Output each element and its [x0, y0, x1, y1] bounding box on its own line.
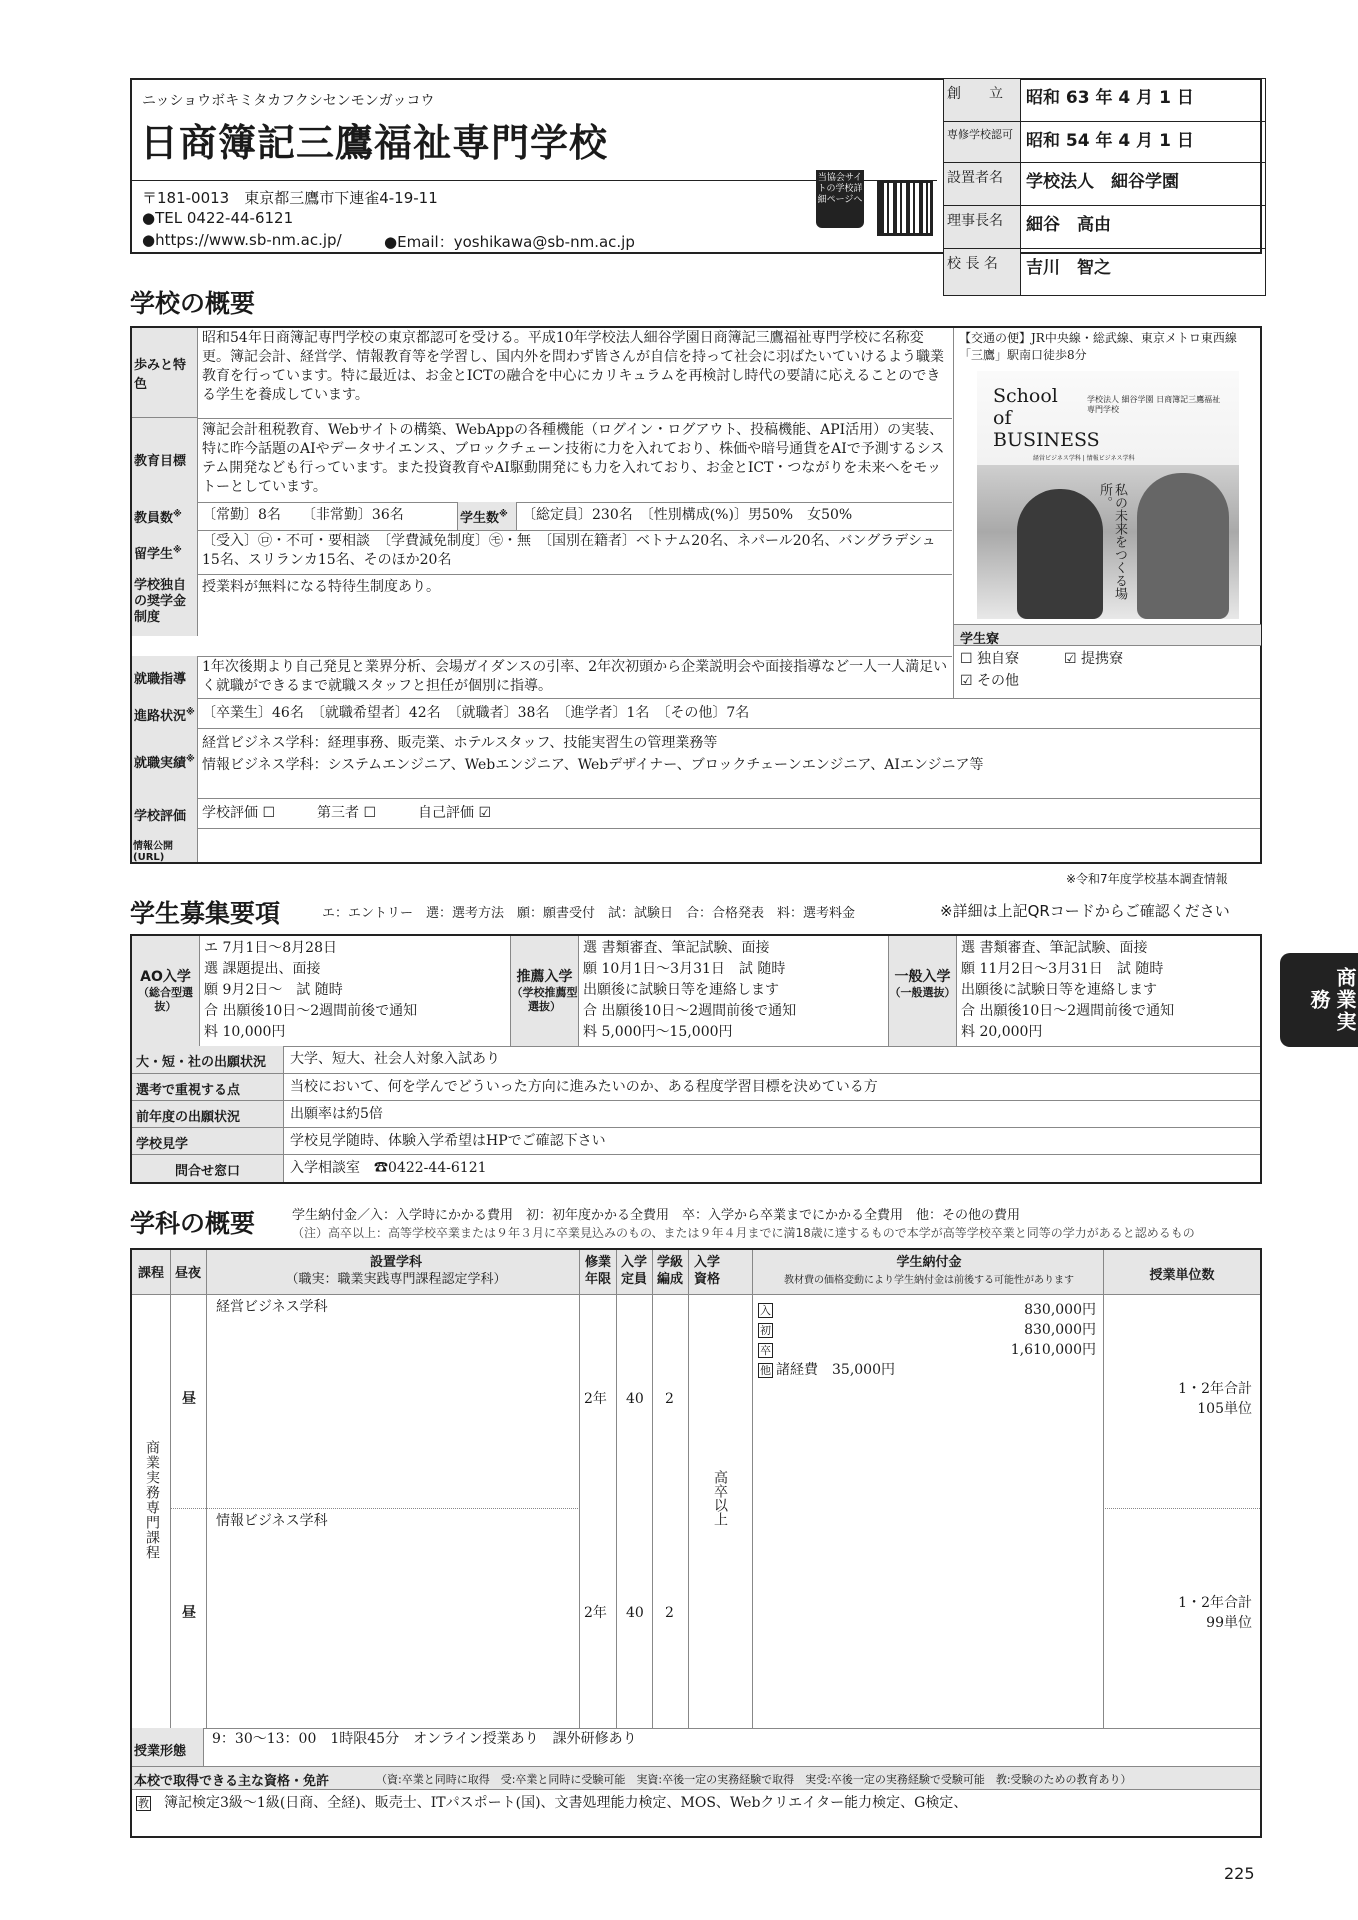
method-line: 出願後に試験日等を連絡します: [583, 982, 779, 998]
fee-legend: 学生納付金／入：入学時にかかる費用 初：初年度かかる全費用 卒：入学から卒業までにかかる全費用 他：その他の費用: [292, 1208, 1021, 1223]
dorm-partner: ☑ 提携寮: [1064, 651, 1124, 667]
recruit-row-label: 学校見学: [132, 1128, 284, 1155]
col-capacity: 入学定員: [620, 1255, 647, 1287]
path-label: 進路状況※: [132, 698, 198, 728]
info-row: [944, 79, 1266, 122]
col-qual: 入学資格: [693, 1255, 720, 1287]
fee-row: [758, 1300, 1096, 1320]
job-value: 1年次後期より自己発見と業界分析、会場ガイダンスの引率、2年次初頭から企業説明会や面接指導など一人一人満足いく就職ができるまで就職スタッフと担任が個別に指導。: [202, 659, 948, 694]
info-row: [944, 249, 1266, 296]
fee-key: 入: [760, 1304, 771, 1317]
recruit-row-value: 大学、短大、社会人対象入試あり: [290, 1051, 500, 1067]
course-name: 商業実務専門課程: [144, 1440, 160, 1560]
qual-value: 高卒以上: [712, 1470, 728, 1526]
recruit-row: [132, 1154, 1260, 1182]
record-label: 就職実績※: [132, 728, 198, 798]
form-label: 授業形態: [132, 1728, 204, 1766]
qr-badge: 当協会サイトの学校詳細ページへ: [816, 170, 864, 228]
intl-label: 留学生※: [132, 530, 198, 574]
method-line: 料 5,000円〜15,000円: [583, 1024, 733, 1040]
program-credit-1: 1・2年合計: [1178, 1595, 1252, 1611]
method-sub: （総合型選抜）: [138, 986, 193, 1013]
method-line: 合 出願後10日〜2週間前後で通知: [583, 1003, 797, 1019]
job-label: 就職指導: [132, 656, 198, 698]
side-tab[interactable]: 商業実務: [1280, 953, 1358, 1047]
fee-value: 諸経費 35,000円: [776, 1362, 895, 1378]
method-line: 合 出願後10日〜2週間前後で通知: [961, 1003, 1175, 1019]
access-info: 【交通の便】JR中央線・総武線、東京メトロ東西線「三鷹」駅南口徒歩8分: [959, 331, 1237, 362]
students-label: 学生数※: [457, 502, 517, 530]
method-line: 選 書類審査、筆記試験、面接: [583, 940, 770, 956]
method-line: 選 書類審査、筆記試験、面接: [961, 940, 1148, 956]
overview-box: [130, 326, 1262, 864]
goals-label: 教育目標: [132, 418, 198, 502]
recruit-row: [132, 1073, 1260, 1101]
license-label: 本校で取得できる主な資格・免許: [134, 1774, 330, 1789]
eval-label: 学校評価: [132, 798, 198, 828]
photo-school: 学校法人 細谷学園 日商簿記三鷹福祉専門学校: [1087, 395, 1221, 414]
eval-value: 学校評価 ☐ 第三者 ☐ 自己評価 ☑: [202, 805, 492, 821]
scholarship-value: 授業料が無料になる特待生制度あり。: [202, 579, 440, 595]
recruit-row-value: 学校見学随時、体験入学希望はHPでご確認下さい: [290, 1133, 606, 1149]
info-label: 校 長 名: [944, 249, 1021, 296]
info-label: 理事長名: [944, 206, 1021, 249]
recruit-box: [130, 934, 1262, 1184]
address: 〒181-0013 東京都三鷹市下連雀4-19-11: [142, 189, 438, 207]
fee-row: [758, 1340, 1096, 1360]
recruit-legend: エ：エントリー 選：選考方法 願：願書受付 試：試験日 合：合格発表 料：選考料金: [322, 906, 856, 921]
method-2: [888, 936, 1261, 1046]
col-credit: 授業単位数: [1149, 1268, 1215, 1283]
info-value: 昭和 63 年 4 月 1 日: [1021, 79, 1266, 122]
info-label: 創 立: [944, 79, 1021, 122]
col-fee: 学生納付金 教材費の価格変動により学生納付金は前後する可能性があります: [784, 1255, 1074, 1286]
method-line: 合 出願後10日〜2週間前後で通知: [204, 1003, 418, 1019]
method-line: 願 9月2日〜 試 随時: [204, 982, 343, 998]
info-label: 専修学校認可: [944, 122, 1021, 163]
recruit-legend-note: ※詳細は上記QRコードからご確認ください: [940, 902, 1230, 920]
program-time: 昼: [182, 1391, 196, 1407]
dept-title: 学科の概要: [130, 1209, 256, 1238]
method-line: 出願後に試験日等を連絡します: [961, 982, 1157, 998]
license-legend: （資:卒業と同時に取得 受:卒業と同時に受験可能 実資:卒後一定の実務経験で取得 実受:卒後一定の実務経験で受験可能 教:受験のための教育あり）: [376, 1773, 1132, 1786]
program-name: 経営ビジネス学科: [216, 1299, 328, 1315]
edu-icon: 教: [138, 1797, 149, 1810]
recruit-row-label: 前年度の出願状況: [132, 1101, 284, 1128]
recruit-row: [132, 1100, 1260, 1128]
col-classes: 学級編成: [656, 1255, 683, 1287]
program-capacity: 40: [626, 1391, 644, 1407]
overview-title: 学校の概要: [130, 289, 256, 318]
info-value: 学校法人 細谷学園: [1021, 163, 1266, 206]
method-line: 願 10月1日〜3月31日 試 随時: [583, 961, 786, 977]
program-classes: 2: [665, 1391, 674, 1407]
program-years: 2年: [584, 1605, 607, 1621]
recruit-row: [132, 1127, 1260, 1155]
info-row: [944, 163, 1266, 206]
dorm-own: ☐ 独自寮: [960, 651, 1020, 667]
school-photo: [977, 371, 1239, 619]
recruit-title: 学生募集要項: [130, 899, 281, 928]
program-capacity: 40: [626, 1605, 644, 1621]
program-name: 情報ビジネス学科: [216, 1513, 328, 1529]
recruit-row: [132, 1046, 1260, 1073]
program-credit-1: 1・2年合計: [1178, 1381, 1252, 1397]
teachers-label: 教員数※: [132, 502, 198, 530]
info-row: [944, 122, 1266, 163]
program-classes: 2: [665, 1605, 674, 1621]
method-0: [132, 936, 510, 1046]
info-value: 昭和 54 年 4 月 1 日: [1021, 122, 1266, 163]
intl-value: 〔受入〕㋺・不可・要相談 〔学費減免制度〕㋲・無 〔国別在籍者〕ベトナム20名、ネパール20名、バングラデシュ15名、スリランカ15名、そのほか20名: [202, 533, 936, 568]
fee-row: [758, 1360, 1096, 1380]
fee-value: 1,610,000円: [1010, 1342, 1096, 1358]
fee-key: 初: [760, 1324, 771, 1337]
fee-key: 卒: [760, 1344, 771, 1357]
qr-code-icon[interactable]: [877, 180, 933, 236]
method-name: 推薦入学: [516, 969, 573, 985]
photo-catch: 私の未来をつくる場所。: [1097, 483, 1127, 600]
method-line: 選 課題提出、面接: [204, 961, 321, 977]
photo-sub: 経営ビジネス学科 | 情報ビジネス学科: [1033, 455, 1135, 462]
license-value: 教 簿記検定3級〜1級(日商、全経)、販売士、ITパスポート(国)、文書処理能力検定、MOS、Webクリエイター能力検定、G検定、: [138, 1795, 968, 1811]
method-line: 料 20,000円: [961, 1024, 1043, 1040]
method-line: 願 11月2日〜3月31日 試 随時: [961, 961, 1164, 977]
record-line-2: 情報ビジネス学科：システムエンジニア、Webエンジニア、Webデザイナー、ブロックチェーンエンジニア、AIエンジニア等: [202, 757, 984, 773]
program-years: 2年: [584, 1391, 607, 1407]
teachers-value: 〔常勤〕8名 〔非常勤〕36名: [202, 507, 404, 523]
col-years: 修業年限: [584, 1255, 611, 1287]
recruit-row-value: 出願率は約5倍: [290, 1106, 383, 1122]
form-value: 9：30〜13：00 1時限45分 オンライン授業あり 課外研修あり: [212, 1731, 637, 1747]
recruit-row-value: 入学相談室 ☎0422-44-6121: [290, 1160, 487, 1176]
tel: ●TEL 0422-44-6121: [142, 209, 294, 227]
page-number: 225: [1224, 1864, 1255, 1883]
student-silhouette-1: [1017, 489, 1103, 619]
col-time: 昼夜: [174, 1266, 201, 1281]
method-sub: （一般選抜）: [889, 986, 956, 999]
method-name: AO入学: [140, 969, 191, 985]
fee-key: 他: [760, 1364, 771, 1377]
recruit-row-label: 選考で重視する点: [132, 1074, 284, 1101]
fee-value: 830,000円: [1024, 1302, 1096, 1318]
info-row: [944, 206, 1266, 249]
students-value: 〔総定員〕230名 〔性別構成(%)〕男50% 女50%: [522, 507, 853, 523]
disclose-label: 情報公開(URL): [132, 828, 198, 862]
fee-value: 830,000円: [1024, 1322, 1096, 1338]
program-time: 昼: [182, 1605, 196, 1621]
path-value: 〔卒業生〕46名 〔就職希望者〕42名 〔就職者〕38名 〔進学者〕1名 〔その他〕7名: [202, 705, 750, 721]
recruit-row-label: 問合せ窓口: [132, 1155, 284, 1182]
history-label: 歩みと特色: [132, 328, 198, 418]
fee-row: [758, 1320, 1096, 1340]
col-course: 課程: [137, 1266, 164, 1281]
dorm-other: ☑ その他: [960, 673, 1020, 689]
email-link[interactable]: ●Email：yoshikawa@sb-nm.ac.jp: [384, 233, 635, 251]
method-name: 一般入学: [894, 969, 951, 985]
photo-heading: School of BUSINESS: [993, 385, 1100, 451]
school-name: 日商簿記三鷹福祉専門学校: [140, 121, 609, 165]
scholarship-label: 学校独自の奨学金制度: [132, 574, 198, 636]
method-1: [510, 936, 889, 1046]
info-label: 設置者名: [944, 163, 1021, 206]
history-text: 昭和54年日商簿記専門学校の東京都認可を受ける。平成10年学校法人細谷学園日商簿記三鷹福祉専門学校に名称変更。簿記会計、経営学、情報教育等を学習し、国内外を問わず皆さんが自信を持って社会に羽ばたいていけるよう職業教育を行っています。特に最近は、お金とICTの融合を中心にカリキュラムを再検討し時代の要請に応えることのできる学生を養成しています。: [202, 330, 944, 403]
goals-text: 簿記会計租税教育、Webサイトの構築、WebAppの各種機能（ログイン・ログアウト、投稿機能、API活用）の実装、特に昨今話題のAIやデータサイエンス、ブロックチェーン技術に力を入れており、株価や暗号通貨をAIで予測するシステム開発なども行っています。また投資教育やAI駆動開発にも力を入れており、お金とICT・つながりを未来へをモットーとしています。: [202, 422, 945, 495]
program-credit-2: 99単位: [1206, 1615, 1252, 1631]
dept-box: [130, 1248, 1262, 1838]
dorm-label: 学生寮: [954, 624, 1261, 646]
website-link[interactable]: ●https://www.sb-nm.ac.jp/: [142, 231, 342, 249]
program-credit-2: 105単位: [1197, 1401, 1252, 1417]
recruit-row-label: 大・短・社の出願状況: [132, 1046, 284, 1073]
method-line: 料 10,000円: [204, 1024, 286, 1040]
record-line-1: 経営ビジネス学科：経理事務、販売業、ホテルスタッフ、技能実習生の管理業務等: [202, 735, 718, 751]
col-subject: 設置学科 （職実：職業実践専門課程認定学科）: [285, 1255, 507, 1287]
student-silhouette-2: [1137, 473, 1229, 619]
method-sub: （学校推薦型選抜）: [511, 986, 578, 1013]
info-value: 細谷 高由: [1021, 206, 1266, 249]
school-kana: ニッショウボキミタカフクシセンモンガッコウ: [142, 93, 435, 109]
info-table: [943, 78, 1266, 296]
method-line: エ 7月1日〜8月28日: [204, 940, 337, 956]
school-header: [130, 78, 1262, 278]
survey-note: ※令和7年度学校基本調査情報: [1066, 872, 1228, 886]
photo-panel: [953, 328, 1261, 698]
fee-note: （注）高卒以上：高等学校卒業または９年３月に卒業見込みのもの、または９年４月までに満18歳に達するもので本学が高等学校卒業と同等の学力があると認めるもの: [292, 1226, 1195, 1240]
info-value: 吉川 智之: [1021, 249, 1266, 296]
recruit-row-value: 当校において、何を学んでどういった方向に進みたいのか、ある程度学習目標を決めている方: [290, 1079, 878, 1095]
